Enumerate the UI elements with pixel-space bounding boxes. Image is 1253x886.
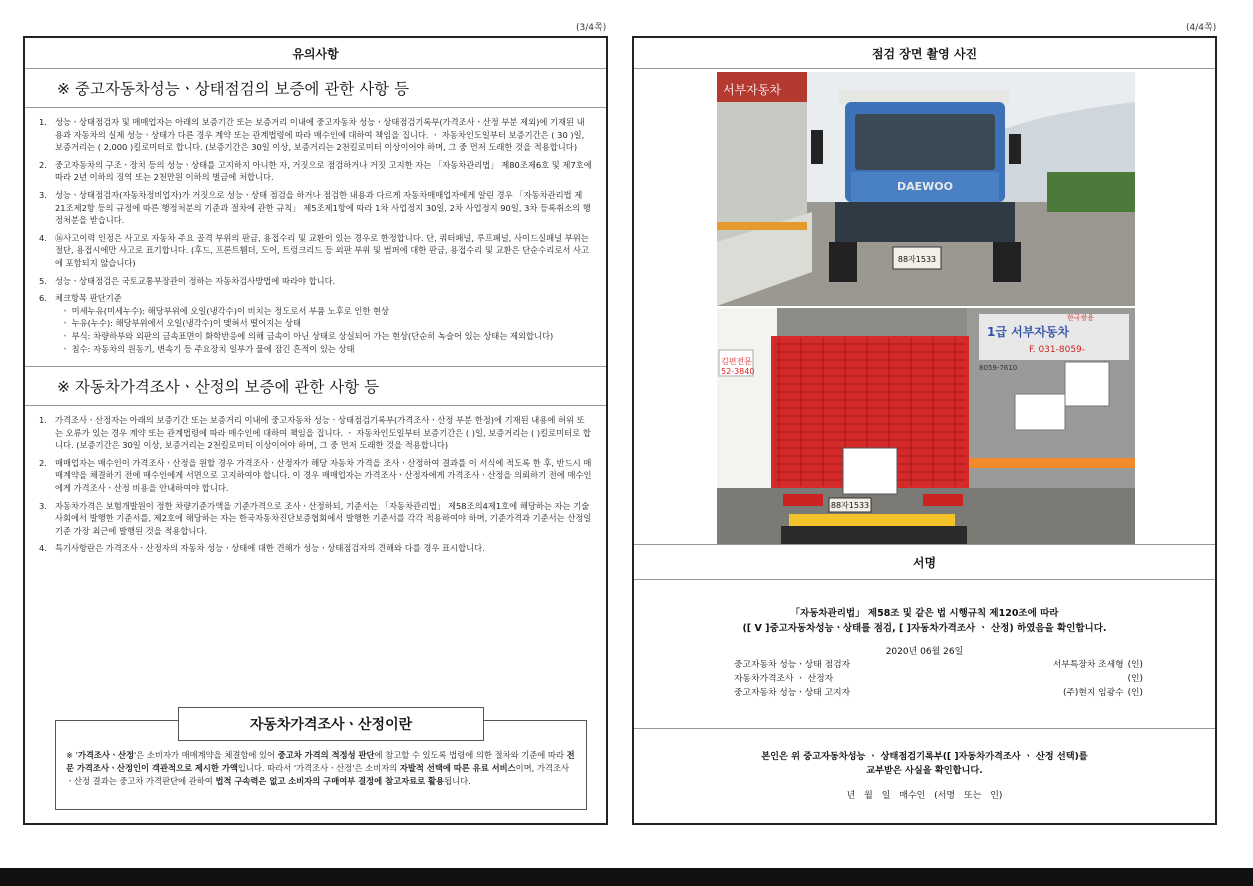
box-text-part: 에 참고할 수 있도록 법령에 의한 절차와 기준에 따라 xyxy=(374,750,567,760)
note-text xyxy=(55,159,592,184)
price-info-box-title: 자동차가격조사ㆍ산정이란 xyxy=(178,707,484,741)
price-warranty-title: ※ 자동차가격조사ㆍ산정의 보증에 관한 사항 등 xyxy=(25,366,606,406)
note-sub-item: ㆍ 누유(누수): 해당부위에서 오일(냉각수)이 맺혀서 떨어지는 상태 xyxy=(61,318,301,329)
inspection-date: 2020년 06월 26일 xyxy=(885,647,964,657)
note-item xyxy=(39,159,592,184)
note-sub-item: ㆍ 부식: 차량하부와 외판의 금속표면이 화학반응에 의해 금속이 아닌 상태로 상실되어 가는 현상(단순히 녹슬어 있는 상태는 제외합니다) xyxy=(61,330,554,341)
note-body: ⑯사고이력 인정은 사고로 자동차 주요 골격 부위의 판금, 용접수리 및 교환이 있는 경우로 한정합니다. 단, 쿼터패널, 루프패널, 사이드실패널 부위는 절단, 용접시에만 사고로 표기합니다. (후드, 프론트휀더, 도어, 트렁크리드 등 외판 부위 및 범퍼에 대한 판금, 용접수리 및 교환은 단순수리로서 사고에 포함되지 않습니다) xyxy=(55,232,590,268)
buyer-signature-line: 년 월 일 매수인 (서명 또는 인) xyxy=(846,791,1003,801)
signature-name: (주)현지 임광수 xyxy=(1062,688,1124,698)
price-warranty-list xyxy=(25,406,606,564)
note-text xyxy=(55,414,592,452)
signature-role: 자동차가격조사 ㆍ 산정자 xyxy=(734,674,834,684)
box-text-part: 전문 가격조사ㆍ산정인이 객관적으로 제시한 가액 xyxy=(66,750,575,773)
note-item xyxy=(39,275,592,288)
note-item xyxy=(39,500,592,538)
note-item xyxy=(39,457,592,495)
note-number: 6. xyxy=(39,293,47,304)
truck-brand-text: DAEWOO xyxy=(897,180,953,193)
performance-warranty-title: ※ 중고자동차성능ㆍ상태점검의 보증에 관한 사항 등 xyxy=(25,69,606,108)
side-number-text: 8059-7610 xyxy=(979,364,1018,372)
sign-big-text: 1급 서부자동차 xyxy=(987,325,1070,339)
signature-role: 중고자동차 성능ㆍ상태 점검자 xyxy=(734,660,851,670)
note-sub-item: ㆍ 미세누유(미세누수): 해당부위에 오일(냉각수)이 비치는 정도로서 부품 노후로 인한 현상 xyxy=(61,305,390,316)
note-body: 특기사항란은 가격조사ㆍ산정자의 자동차 성능ㆍ상태에 대한 견해가 성능ㆍ상태점검자의 견해와 다를 경우 표시합니다. xyxy=(55,543,485,554)
note-number: 2. xyxy=(39,159,47,170)
rear-inspection-photo xyxy=(717,308,1135,544)
performance-warranty-list xyxy=(25,108,606,364)
seal-mark: (인) xyxy=(1127,674,1143,684)
note-item xyxy=(39,189,592,227)
note-body: 중고자동차의 구조ㆍ장치 등의 성능ㆍ상태를 고지하지 아니한 자, 거짓으로 점검하거나 거짓 고지한 자는 「자동차관리법」 제80조제6호 및 제7호에 따라 2년 이하의 징역 또는 2천만원 이하의 벌금에 처합니다. xyxy=(55,159,592,183)
rear-plate-text: 88자1533 xyxy=(830,501,870,510)
shop-left-text: 김편전문 xyxy=(721,357,752,366)
notes-header: 유의사항 xyxy=(25,38,606,69)
note-item xyxy=(39,414,592,452)
photo-header: 점검 장면 촬영 사진 xyxy=(634,38,1215,69)
note-text xyxy=(55,116,592,154)
note-number: 3. xyxy=(39,500,47,511)
note-text xyxy=(55,292,592,355)
signature-rows xyxy=(734,658,1143,700)
note-number: 4. xyxy=(39,232,47,243)
note-number: 3. xyxy=(39,189,47,200)
notes-panel xyxy=(23,36,608,825)
note-number: 2. xyxy=(39,457,47,468)
note-number: 4. xyxy=(39,543,47,554)
box-text-part: 가격조사ㆍ산정 xyxy=(77,750,134,760)
box-text-part: ※ ' xyxy=(66,750,78,760)
right-page-number: (4/4쪽) xyxy=(1186,23,1217,33)
note-number: 1. xyxy=(39,117,47,127)
signature-row xyxy=(734,658,1143,672)
note-text xyxy=(55,542,592,555)
sign-side-text: 한국쌍용 xyxy=(1067,314,1095,322)
box-text-part: 자발적 선택에 따른 유료 서비스 xyxy=(399,763,516,773)
note-item xyxy=(39,232,592,270)
box-text-part: '은 소비자가 매매계약을 체결함에 있어 xyxy=(133,750,278,760)
signature-header: 서명 xyxy=(634,545,1215,580)
note-item xyxy=(39,542,592,555)
price-info-box xyxy=(55,717,587,810)
note-text xyxy=(55,275,592,288)
note-body: 매매업자는 매수인이 가격조사ㆍ산정을 원할 경우 가격조사ㆍ산정자가 해당 자동차 가격을 조사ㆍ산정하여 결과를 이 서식에 적도록 한 후, 반드시 매매계약을 체결하기 전에 매수인에게 서면으로 고지하여야 합니다. 이 경우 매매업자는 가격조사ㆍ산정자에게 가격조사ㆍ산정을 의뢰하기 전에 매수인에게 가격조사ㆍ산정 비용을 안내하여야 합니다. xyxy=(55,457,592,494)
box-text-part: 중고차 가격의 적정성 판단 xyxy=(277,750,375,760)
signature-row xyxy=(734,686,1143,700)
note-number: 5. xyxy=(39,275,47,286)
photo-sign-panel xyxy=(632,36,1217,825)
note-sub-item: ㆍ 침수: 자동차의 원동기, 변속기 등 주요장치 일부가 물에 잠긴 흔적이 있는 상태 xyxy=(61,343,355,354)
seal-mark: (인) xyxy=(1127,660,1143,670)
law-line-2: ([ V ]중고자동차성능ㆍ상태를 점검, [ ]자동차가격조사 ㆍ 산정) 하였음을 확인합니다. xyxy=(742,623,1107,634)
note-body: 가격조사ㆍ산정자는 아래의 보증기간 또는 보증거리 이내에 중고자동차 성능ㆍ상태점검기록부(가격조사ㆍ산정 부분 한정)에 기재된 내용에 허위 또는 오류가 있는 경우 계약 또는 관계법령에 따라 매수인에 대하여 책임을 집니다. ㆍ 자동차인도일부터 보증기간은 ( )일, 보증거리는 ( )킬로미터로 합니다. (보증기간은 30일 이상, 보증거리는 2천킬로미터 이상이어야 하며, 그 중 먼저 도래한 것을 적용합니다) xyxy=(55,415,591,451)
note-body: 체크항목 판단기준 xyxy=(55,293,122,304)
box-text-part: 법적 구속력은 없고 소비자의 구매여부 결정에 참고자료로 활용 xyxy=(215,776,445,786)
signature-row xyxy=(734,672,1143,686)
note-number: 1. xyxy=(39,415,47,426)
shop-sign-text: 서부자동차 xyxy=(723,83,781,97)
confirm-line-2: 교부받은 사실을 확인합니다. xyxy=(866,765,983,776)
phone-left-text: 52-3840 xyxy=(721,367,755,376)
front-plate-text: 88자1533 xyxy=(897,255,937,264)
price-info-box-text xyxy=(66,749,576,788)
note-body: 성능ㆍ상태점검자 및 매매업자는 아래의 보증기간 또는 보증거리 이내에 중고자동차 성능ㆍ상태점검기록부(가격조사ㆍ산정 부분 제외)에 기재된 내용과 자동차의 실제 성능ㆍ상태가 다른 경우 계약 또는 관계법령에 따라 매수인에 대하여 책임을 집니다. ㆍ 자동차인도일부터 보증기간은 ( 30 )일, 보증거리는 ( 2,000 )킬로미터로 합니다. (보증기간은 30일 이상, 보증거리는 2천킬로미터 이상이어야 하며, 그 중 먼저 도래한 것을 적용합니다) xyxy=(55,117,585,153)
signature-role: 중고자동차 성능ㆍ상태 고지자 xyxy=(734,688,851,698)
signature-name: 서부특장차 조세형 xyxy=(1052,660,1124,670)
seal-mark: (인) xyxy=(1127,688,1143,698)
note-text xyxy=(55,500,592,538)
box-text-part: 이며, 가격조사ㆍ산정 결과는 중고차 가격판단에 관하여 xyxy=(66,763,570,786)
note-body: 자동차가격은 보험개발원이 정한 차량기준가액을 기준가격으로 조사ㆍ산정하되, 기준서는 「자동차관리법」 제58조의4제1호에 해당하는 자는 기술사회에서 발행한 기준서를, 제2호에 해당하는 자는 한국자동차진단보증협회에서 발행한 기준서를 각각 적용하여야 하며, 기준가격과 기준서는 산정일 기준 가장 최근에 발행된 것을 적용합니다. xyxy=(55,500,592,536)
page-bottom-edge xyxy=(0,868,1253,886)
note-item xyxy=(39,116,592,154)
law-line-1: 「자동차관리법」 제58조 및 같은 법 시행규칙 제120조에 따라 xyxy=(790,608,1059,619)
note-text xyxy=(55,232,592,270)
front-inspection-photo xyxy=(717,72,1135,306)
note-text xyxy=(55,189,592,227)
box-text-part: 입니다. 따라서 '가격조사ㆍ산정'은 소비자의 xyxy=(237,763,400,773)
note-body: 성능ㆍ상태점검은 국토교통부장관이 정하는 자동차검사방법에 따라야 합니다. xyxy=(55,275,336,286)
note-text xyxy=(55,457,592,495)
box-text-part: 됩니다. xyxy=(444,776,471,786)
confirm-line-1: 본인은 위 중고자동차성능 ㆍ 상태점검기록부([ ]자동차가격조사 ㆍ 산정 선택)를 xyxy=(761,751,1088,762)
left-page-number: (3/4쪽) xyxy=(576,23,607,33)
note-body: 성능ㆍ상태점검자(자동차정비업자)가 거짓으로 성능ㆍ상태 점검을 하거나 점검한 내용과 다르게 자동차매매업자에게 알린 경우 「자동차관리법 제21조제2항 등의 규정에 따른 행정처분의 기준과 절차에 관한 규칙」 제5조제1항에 따라 1차 사업정지 30일, 2차 사업정지 90일, 3차 등록취소의 행정처분을 받습니다. xyxy=(55,189,591,226)
phone-side-text: F. 031-8059- xyxy=(1029,345,1086,355)
note-item xyxy=(39,292,592,355)
